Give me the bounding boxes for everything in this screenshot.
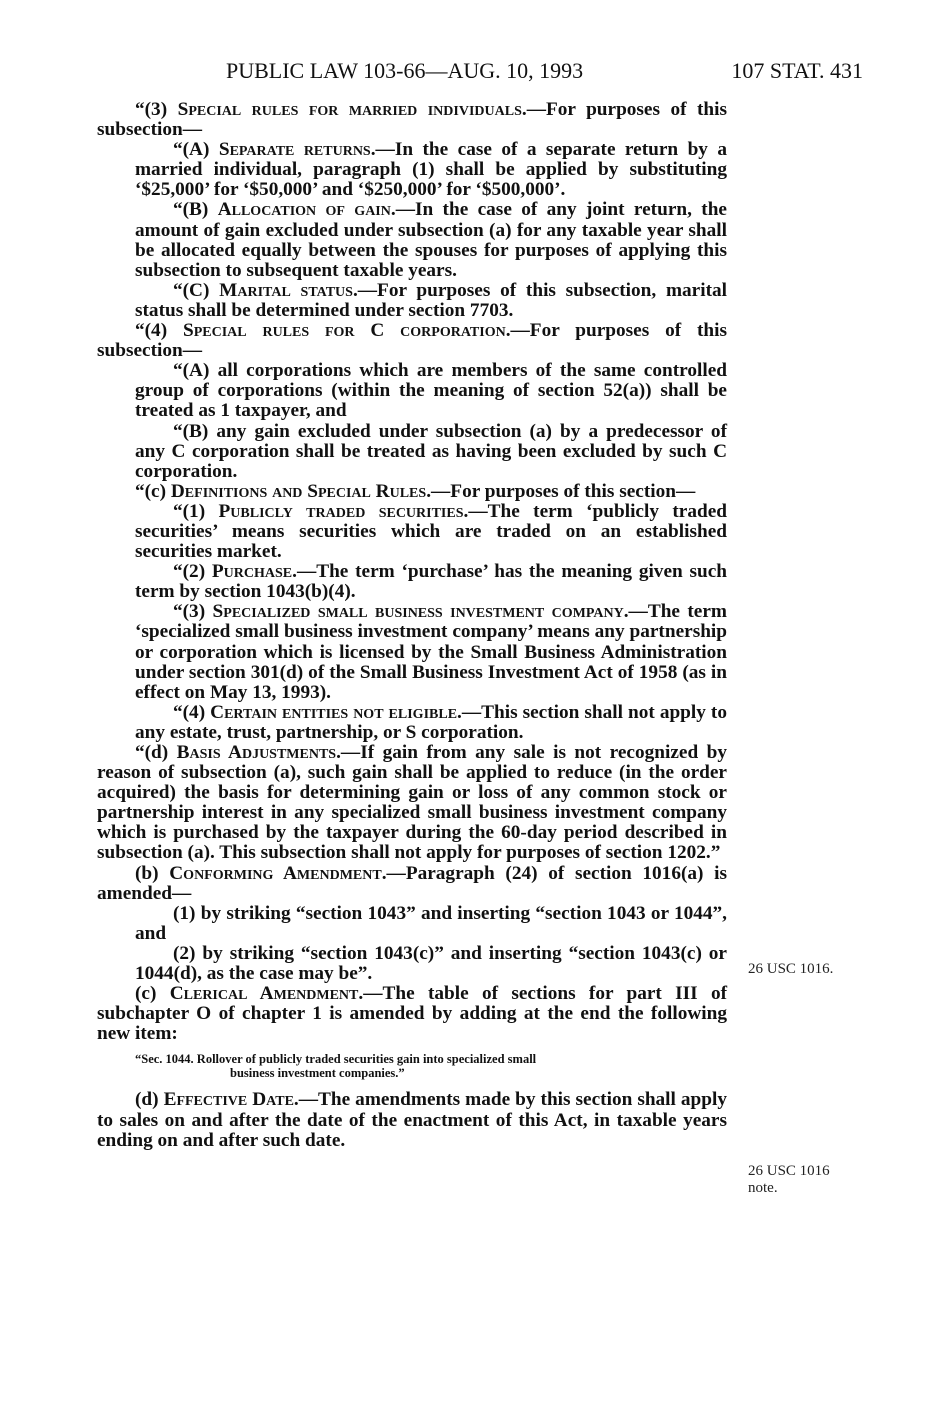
margin-note-line-2: note. bbox=[748, 1180, 778, 1196]
item-line-2: business investment companies.” bbox=[230, 1066, 405, 1081]
subsection-c: “(c) Definitions and Special Rules.—For purposes of this section— bbox=[135, 480, 696, 502]
paragraph-4b: “(B) any gain excluded under subsection (a) by a predecessor of any C corporation shall be treated as having been excluded by such C corporation. bbox=[135, 420, 727, 482]
margin-note-usc-1016-note bbox=[748, 1163, 830, 1197]
heading-married-individuals: Special rules for married individuals bbox=[177, 99, 522, 120]
subsection-d: “(d) Basis Adjustments.—If gain from any sale is not recognized by reason of subsection (a), such gain shall be applied to reduce (in the order acquired) the basis for determining gain or loss of any common stock or partnership interest in any specialized small business investment company which is purchased by the taxpayer during the 60-day period described in subsection (a). This subsection shall not apply for purposes of section 1202.” bbox=[97, 742, 727, 864]
table-of-sections-item bbox=[97, 1052, 727, 1080]
section-c: (c) Clerical Amendment.—The table of sections for part III of subchapter O of chapter 1 is amended by adding at the end the following new item: bbox=[97, 983, 728, 1045]
margin-note-text: 26 USC 1016. bbox=[748, 961, 834, 977]
margin-note-line-1: 26 USC 1016 bbox=[748, 1163, 830, 1179]
header-law-title: PUBLIC LAW 103-66—AUG. 10, 1993 bbox=[226, 58, 584, 83]
paragraph-c3: “(3) Specialized small business investment company.—The term ‘specialized small business investment company’ means any partnership or corporation which is licensed by the Small Business Administration under section 301(d) of the Small Business Investment Act of 1958 (as in effect on May 13, 1993). bbox=[135, 601, 727, 703]
heading-definitions: Definitions and Special Rules bbox=[170, 480, 427, 502]
paragraph-4: “(4) Special rules for C corporation.—For purposes of this subsection— bbox=[97, 320, 727, 362]
heading-marital-status: Marital status bbox=[219, 279, 353, 301]
section-b: (b) Conforming Amendment.—Paragraph (24) of section 1016(a) is amended— bbox=[97, 862, 727, 904]
paragraph-4a: “(A) all corporations which are members of the same controlled group of corporations (within the meaning of section 52(a)) shall be treated as 1 taxpayer, and bbox=[135, 360, 727, 422]
heading-purchase: Purchase bbox=[211, 561, 293, 583]
heading-c-corporation: Special rules for C corporation bbox=[182, 320, 506, 342]
paragraph-3a: “(A) Separate returns.—In the case of a separate return by a married individual, paragraph (1) shall be applied by substituting ‘$25,000’ for ‘$50,000’ and ‘$250,000’ for ‘$500,000’. bbox=[135, 139, 728, 201]
heading-entities-not-eligible: Certain entities not eligible bbox=[210, 701, 458, 723]
margin-note-usc-1016 bbox=[748, 961, 833, 978]
paragraph-c1: “(1) Publicly traded securities.—The term ‘publicly traded securities’ means securities which are traded on an established securities market. bbox=[135, 500, 727, 563]
paragraph-3: “(3) Special rules for married individuals.—For purposes of this subsection— bbox=[97, 99, 727, 141]
statute-text bbox=[97, 100, 727, 1151]
heading-effective-date: Effective Date bbox=[163, 1089, 294, 1111]
heading-allocation-of-gain: Allocation of gain bbox=[217, 199, 391, 221]
heading-ssbic: Specialized small business investment company bbox=[212, 601, 624, 623]
paragraph-3c: “(C) Marital status.—For purposes of this subsection, marital status shall be determined under section 7703. bbox=[135, 279, 727, 321]
paragraph-c2: “(2) Purchase.—The term ‘purchase’ has the meaning given such term by section 1043(b)(4). bbox=[135, 561, 727, 603]
paragraph-3b: “(B) Allocation of gain.—In the case of any joint return, the amount of gain excluded under subsection (a) for any taxable year shall be allocated equally between the spouses for purposes of applying this subsection to subsequent taxable years. bbox=[135, 199, 727, 281]
heading-basis-adjustments: Basis Adjustments bbox=[176, 742, 337, 763]
page-header bbox=[226, 56, 863, 86]
paragraph-c4: “(4) Certain entities not eligible.—This section shall not apply to any estate, trust, partnership, or S corporation. bbox=[135, 701, 727, 743]
section-d: (d) Effective Date.—The amendments made by this section shall apply to sales on and after the date of the enactment of this Act, in taxable years ending on and after such date. bbox=[97, 1089, 727, 1151]
heading-conforming-amendment: Conforming Amendment bbox=[169, 862, 382, 884]
paragraph-b1: (1) by striking “section 1043” and inserting “section 1043 or 1044”, and bbox=[135, 902, 727, 944]
heading-separate-returns: Separate returns bbox=[218, 139, 371, 161]
item-line-1: “Sec. 1044. Rollover of publicly traded securities gain into specialized small bbox=[135, 1052, 537, 1067]
paragraph-b2: (2) by striking “section 1043(c)” and inserting “section 1043(c) or 1044(d), as the case may be”. bbox=[135, 942, 727, 985]
heading-clerical-amendment: Clerical Amendment bbox=[169, 983, 359, 1005]
header-stat-page: 107 STAT. 431 bbox=[731, 58, 863, 83]
heading-publicly-traded: Publicly traded securities bbox=[218, 500, 464, 522]
